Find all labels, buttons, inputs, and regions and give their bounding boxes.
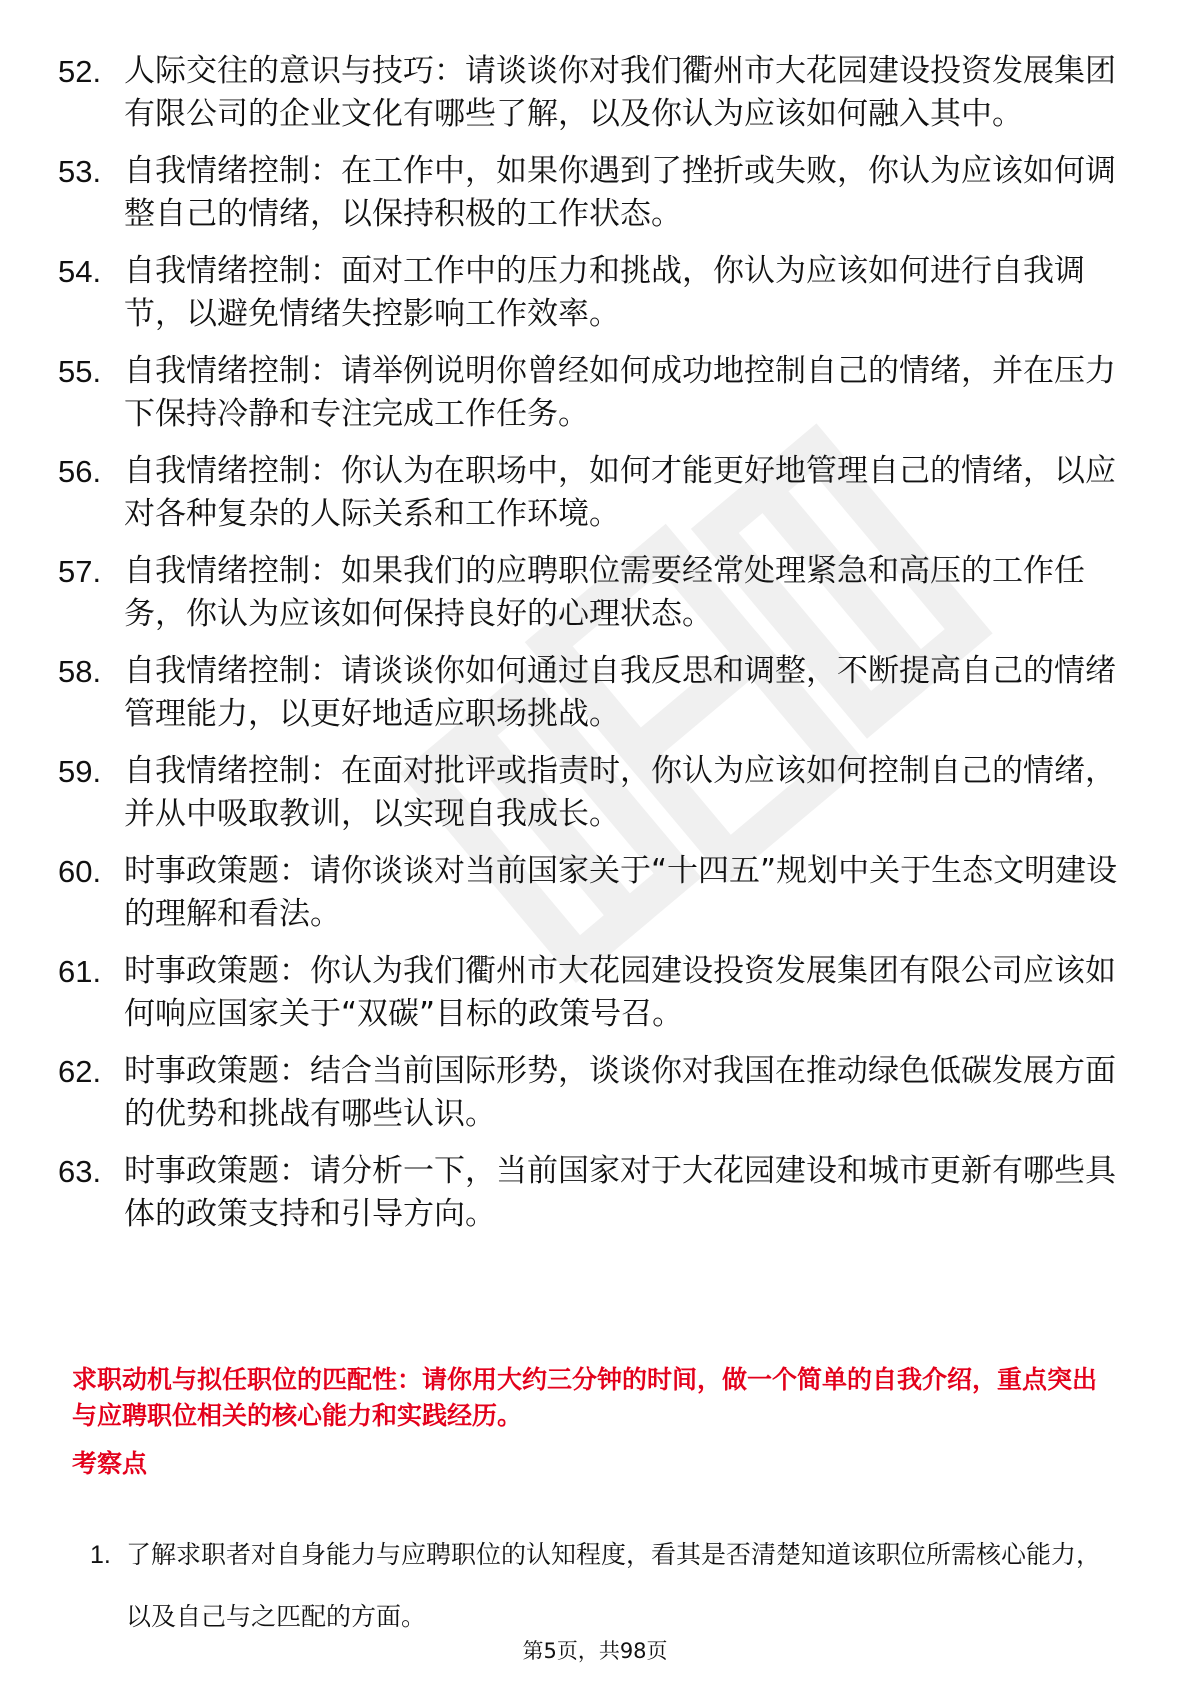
question-separator: ：	[310, 153, 341, 189]
question-separator: ：	[310, 753, 341, 789]
question-body	[124, 1150, 1118, 1236]
question-body	[124, 250, 1118, 336]
highlighted-question: 求职动机与拟任职位的匹配性：请你用大约三分钟的时间，做一个简单的自我介绍，重点突出与应聘职位相关的核心能力和实践经历。	[72, 1365, 1098, 1430]
assessment-point-list	[90, 1524, 1120, 1648]
question-body	[124, 150, 1118, 236]
question-separator: ：	[310, 653, 341, 689]
assessment-point	[90, 1524, 1120, 1648]
question-number: 55.	[58, 354, 102, 389]
question-item	[58, 450, 1118, 536]
question-separator: ：	[279, 1053, 310, 1089]
question-text: 你认为我们衢州市大花园建设投资发展集团有限公司应该如何响应国家关于“双碳”目标的政策号召。	[124, 953, 1116, 1032]
question-separator: ：	[310, 553, 341, 589]
question-number: 62.	[58, 1054, 102, 1089]
question-item	[58, 250, 1118, 336]
point-number: 1.	[90, 1541, 111, 1569]
question-number: 53.	[58, 154, 102, 189]
question-category: 时事政策题	[124, 1053, 279, 1089]
question-category: 时事政策题	[124, 1153, 279, 1189]
question-category: 自我情绪控制	[124, 153, 310, 189]
question-body	[124, 950, 1118, 1036]
question-text: 请你谈谈对当前国家关于“十四五”规划中关于生态文明建设的理解和看法。	[124, 853, 1118, 932]
question-separator: ：	[434, 53, 465, 89]
question-item	[58, 750, 1118, 836]
question-item	[58, 150, 1118, 236]
section-title: 考察点	[72, 1449, 148, 1478]
point-text: 了解求职者对自身能力与应聘职位的认知程度，看其是否清楚知道该职位所需核心能力，以及自己与之匹配的方面。	[126, 1540, 1102, 1631]
question-item	[58, 550, 1118, 636]
question-body	[124, 350, 1118, 436]
question-item	[58, 1150, 1118, 1236]
question-item	[58, 850, 1118, 936]
question-item	[58, 650, 1118, 736]
question-body	[124, 450, 1118, 536]
question-item	[58, 1050, 1118, 1136]
question-category: 自我情绪控制	[124, 753, 310, 789]
question-body	[124, 50, 1118, 136]
question-text: 你认为在职场中，如何才能更好地管理自己的情绪，以应对各种复杂的人际关系和工作环境。	[124, 453, 1116, 532]
question-separator: ：	[279, 1153, 310, 1189]
question-body	[124, 550, 1118, 636]
question-separator: ：	[310, 253, 341, 289]
question-number: 52.	[58, 54, 102, 89]
question-body	[124, 750, 1118, 836]
question-number: 61.	[58, 954, 102, 989]
question-text: 结合当前国际形势，谈谈你对我国在推动绿色低碳发展方面的优势和挑战有哪些认识。	[124, 1053, 1116, 1132]
question-number: 59.	[58, 754, 102, 789]
question-category: 人际交往的意识与技巧	[124, 53, 434, 89]
question-item	[58, 50, 1118, 136]
question-item	[58, 950, 1118, 1036]
question-list	[58, 50, 1118, 1250]
question-text: 在面对批评或指责时，你认为应该如何控制自己的情绪，并从中吸取教训，以实现自我成长。	[124, 753, 1116, 832]
question-category: 自我情绪控制	[124, 453, 310, 489]
question-number: 63.	[58, 1154, 102, 1189]
question-category: 自我情绪控制	[124, 553, 310, 589]
question-text: 请谈谈你对我们衢州市大花园建设投资发展集团有限公司的企业文化有哪些了解，以及你认为应该如何融入其中。	[124, 53, 1116, 132]
question-number: 58.	[58, 654, 102, 689]
question-category: 自我情绪控制	[124, 653, 310, 689]
question-text: 请举例说明你曾经如何成功地控制自己的情绪，并在压力下保持冷静和专注完成工作任务。	[124, 353, 1116, 432]
question-body	[124, 650, 1118, 736]
question-number: 54.	[58, 254, 102, 289]
question-separator: ：	[279, 953, 310, 989]
question-category: 自我情绪控制	[124, 353, 310, 389]
question-number: 56.	[58, 454, 102, 489]
question-text: 面对工作中的压力和挑战，你认为应该如何进行自我调节，以避免情绪失控影响工作效率。	[124, 253, 1085, 332]
question-text: 在工作中，如果你遇到了挫折或失败，你认为应该如何调整自己的情绪，以保持积极的工作状态。	[124, 153, 1116, 232]
question-separator: ：	[279, 853, 310, 889]
question-item	[58, 350, 1118, 436]
question-text: 请谈谈你如何通过自我反思和调整，不断提高自己的情绪管理能力，以更好地适应职场挑战。	[124, 653, 1116, 732]
question-category: 时事政策题	[124, 953, 279, 989]
question-separator: ：	[310, 453, 341, 489]
question-number: 60.	[58, 854, 102, 889]
question-text: 请分析一下，当前国家对于大花园建设和城市更新有哪些具体的政策支持和引导方向。	[124, 1153, 1116, 1232]
question-number: 57.	[58, 554, 102, 589]
question-text: 如果我们的应聘职位需要经常处理紧急和高压的工作任务，你认为应该如何保持良好的心理状态。	[124, 553, 1085, 632]
question-category: 自我情绪控制	[124, 253, 310, 289]
question-body	[124, 1050, 1118, 1136]
page-footer: 第5页，共98页	[522, 1639, 668, 1663]
question-body	[124, 850, 1118, 936]
question-category: 时事政策题	[124, 853, 279, 889]
question-separator: ：	[310, 353, 341, 389]
